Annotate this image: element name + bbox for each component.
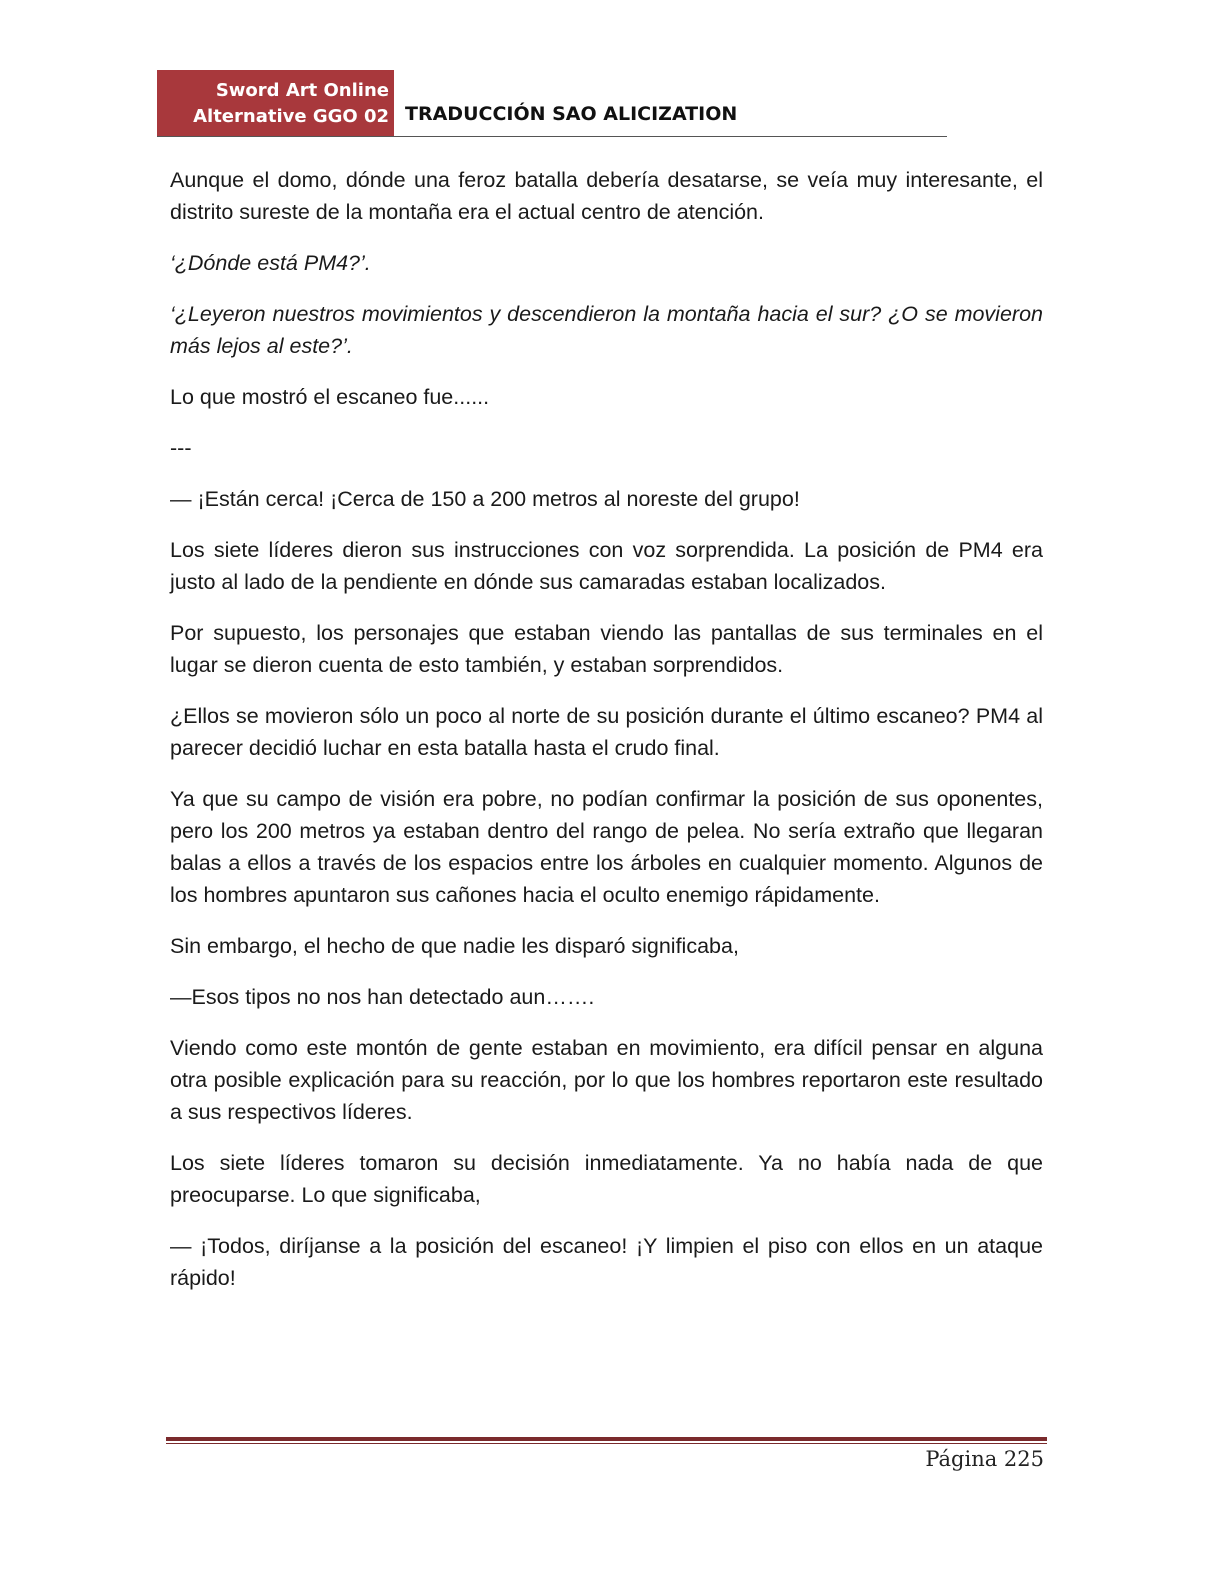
series-badge-line1: Sword Art Online bbox=[215, 80, 389, 101]
scene-break: --- bbox=[170, 436, 192, 460]
paragraph: —Esos tipos no nos han detectado aun……. bbox=[170, 985, 595, 1009]
paragraph: Sin embargo, el hecho de que nadie les disparó significaba, bbox=[170, 934, 739, 958]
page-header bbox=[157, 70, 947, 138]
paragraph: ¿Ellos se movieron sólo un poco al norte de su posición durante el último escaneo? PM4 al parecer decidió luchar en esta batalla hasta el crudo final. bbox=[170, 704, 1043, 760]
paragraph: — ¡Están cerca! ¡Cerca de 150 a 200 metros al noreste del grupo! bbox=[170, 487, 800, 511]
footer-divider bbox=[166, 1437, 1047, 1441]
paragraph-italic: ‘¿Leyeron nuestros movimientos y descendieron la montaña hacia el sur? ¿O se movieron más lejos al este?’. bbox=[170, 302, 1043, 358]
header-title: TRADUCCIÓN SAO ALICIZATION bbox=[405, 103, 738, 125]
paragraph: Por supuesto, los personajes que estaban viendo las pantallas de sus terminales en el lugar se dieron cuenta de esto también, y estaban sorprendidos. bbox=[170, 621, 1043, 677]
series-badge bbox=[157, 70, 394, 136]
footer-divider-thin bbox=[166, 1443, 1047, 1444]
paragraph: Ya que su campo de visión era pobre, no podían confirmar la posición de sus oponentes, pero los 200 metros ya estaban dentro del rango de pelea. No sería extraño que llegaran balas a ellos a través de los espacios entre los árboles en cualquier momento. Algunos de los hombres apuntaron sus cañones hacia el oculto enemigo rápidamente. bbox=[170, 787, 1043, 907]
paragraph-italic: ‘¿Dónde está PM4?’. bbox=[170, 251, 371, 275]
document-body bbox=[170, 164, 1043, 1313]
page-number: Página 225 bbox=[925, 1447, 1044, 1471]
paragraph: Los siete líderes tomaron su decisión inmediatamente. Ya no había nada de que preocuparse. Lo que significaba, bbox=[170, 1151, 1043, 1207]
paragraph: Viendo como este montón de gente estaban en movimiento, era difícil pensar en alguna otra posible explicación para su reacción, por lo que los hombres reportaron este resultado a sus respectivos líderes. bbox=[170, 1036, 1043, 1124]
paragraph: Los siete líderes dieron sus instrucciones con voz sorprendida. La posición de PM4 era justo al lado de la pendiente en dónde sus camaradas estaban localizados. bbox=[170, 538, 1043, 594]
header-divider bbox=[157, 136, 947, 137]
series-badge-line2: Alternative GGO 02 bbox=[193, 106, 389, 127]
paragraph: — ¡Todos, diríjanse a la posición del escaneo! ¡Y limpien el piso con ellos en un ataque rápido! bbox=[170, 1234, 1043, 1290]
paragraph: Aunque el domo, dónde una feroz batalla debería desatarse, se veía muy interesante, el distrito sureste de la montaña era el actual centro de atención. bbox=[170, 168, 1043, 224]
paragraph: Lo que mostró el escaneo fue...... bbox=[170, 385, 490, 409]
